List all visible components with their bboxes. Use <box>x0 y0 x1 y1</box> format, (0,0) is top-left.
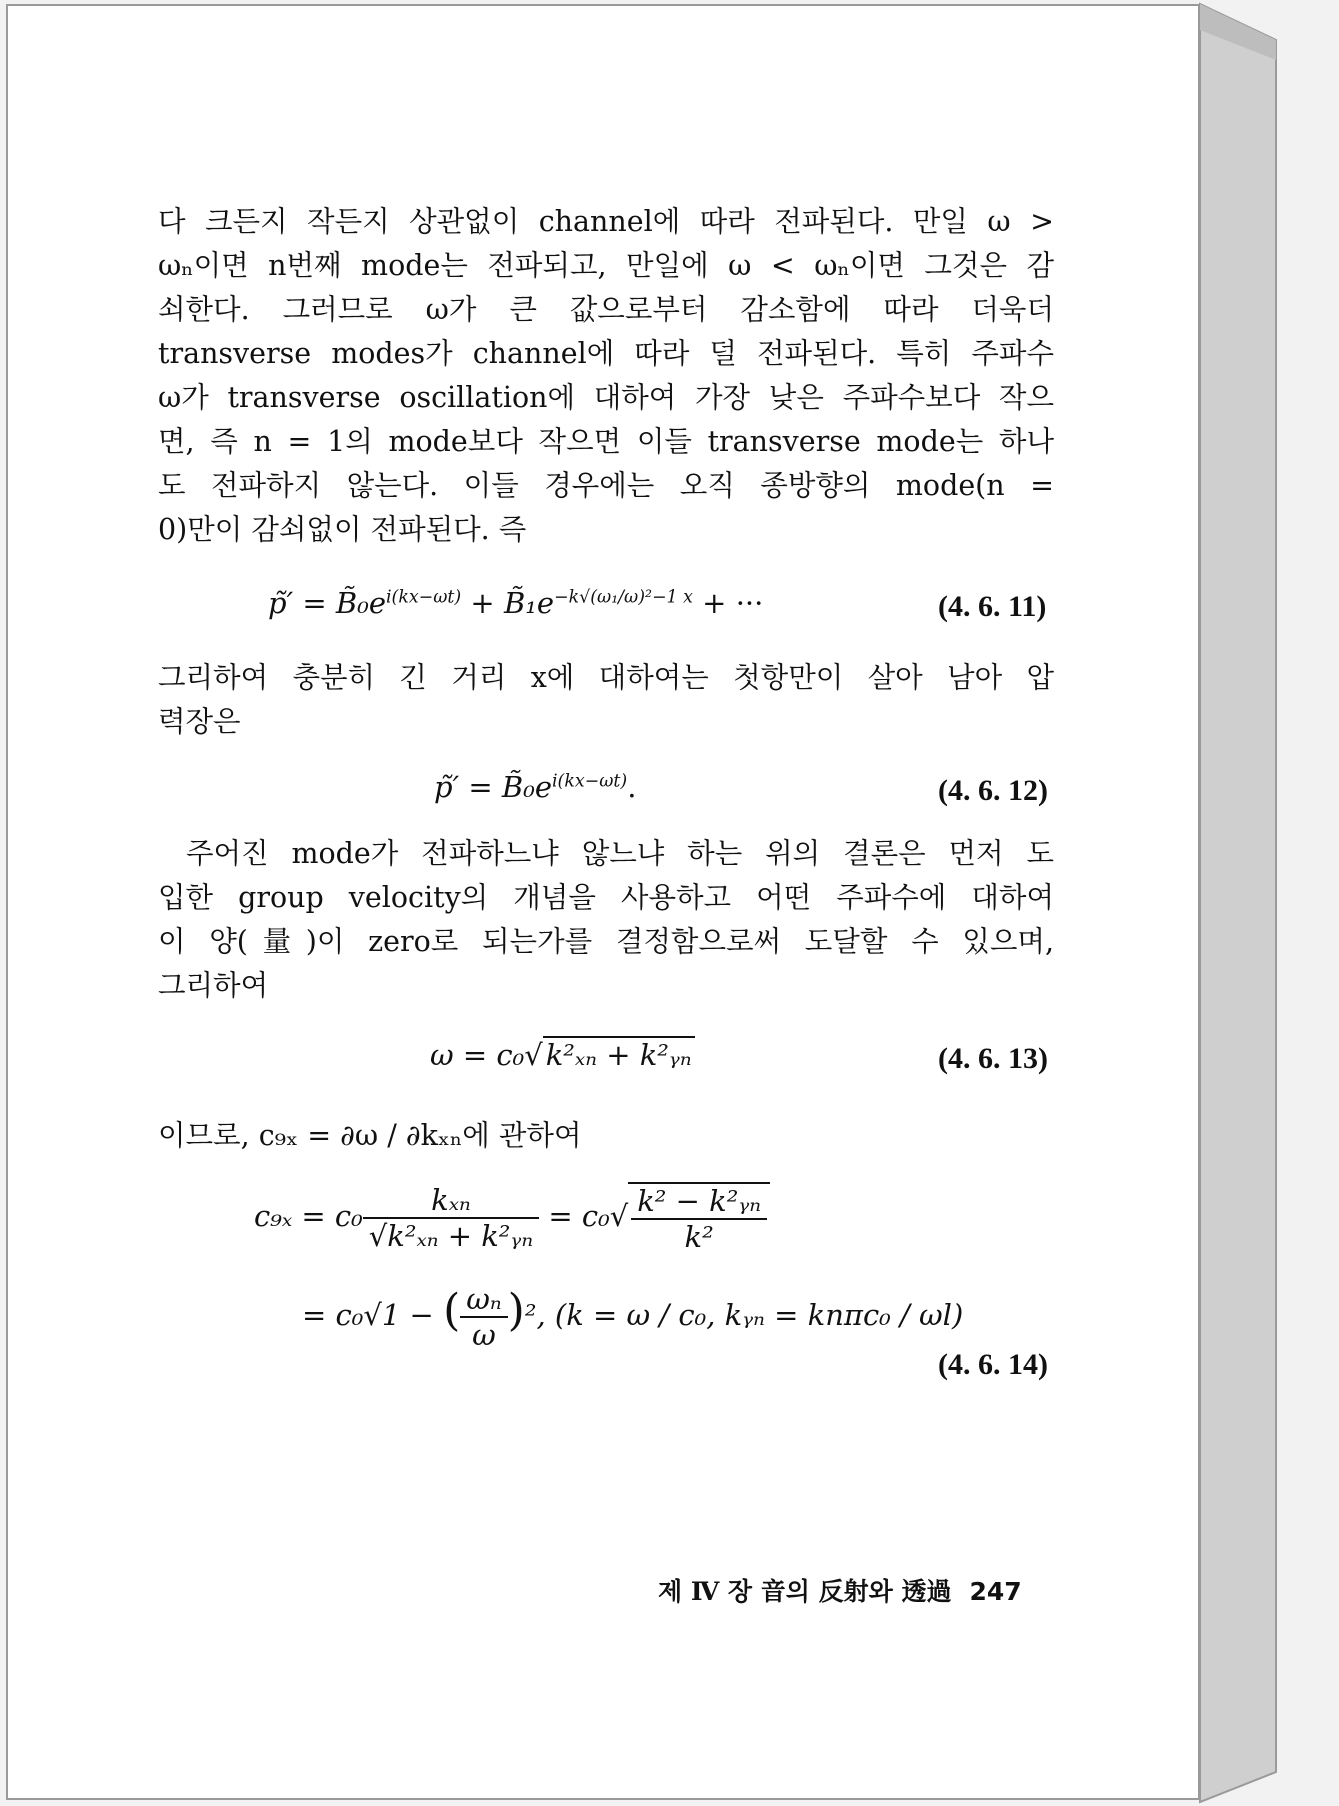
eq-exponent: −k√(ω₁/ω)²−1 x <box>554 587 693 608</box>
eq-lhs: p̃′ = B̃₀e <box>268 586 386 620</box>
eq-exponent: i(kx−ωt) <box>385 587 462 608</box>
text-line: 면, 즉 n = 1의 mode보다 작으면 이들 transverse mode는 하나 <box>158 425 1054 458</box>
text-line: 입한 group velocity의 개념을 사용하고 어떤 주파수에 대하여 <box>158 881 1054 914</box>
eq-tail: + ··· <box>692 586 764 620</box>
eq-radicand: k²ₓₙ + k²ᵧₙ <box>543 1036 695 1072</box>
text-line: 다 크든지 작든지 상관없이 channel에 따라 전파된다. 만일 ω > <box>158 205 1054 238</box>
text-line: 그리하여 충분히 긴 거리 x에 대하여는 첫항만이 살아 남아 압 <box>158 661 1054 694</box>
equation-number: (4. 6. 14) <box>938 1348 1048 1381</box>
text-line: 쇠한다. 그러므로 ω가 큰 값으로부터 감소함에 따라 더욱더 <box>158 293 1054 326</box>
eq-paren: ) <box>507 1285 525 1336</box>
equation-number: (4. 6. 13) <box>938 1042 1048 1075</box>
text-line: 0)만이 감쇠없이 전파된다. 즉 <box>158 513 527 546</box>
text-line: transverse modes가 channel에 따라 덜 전파된다. 특히 주파수 <box>158 337 1054 370</box>
text-line: 도 전파하지 않는다. 이들 경우에는 오직 종방향의 mode(n = <box>158 469 1054 502</box>
fraction-denominator: ω <box>472 1318 496 1352</box>
page-number: 247 <box>969 1577 1022 1606</box>
eq-exponent: i(kx−ωt) <box>551 771 628 792</box>
fraction-denominator: k² <box>684 1220 714 1254</box>
text-line: 주어진 mode가 전파하느냐 않느냐 하는 위의 결론은 먼저 도 <box>186 837 1054 870</box>
fraction-numerator: k² − k²ᵧₙ <box>631 1184 767 1220</box>
text-line: ωₙ이면 n번째 mode는 전파되고, 만일에 ω < ωₙ이면 그것은 감 <box>158 249 1054 282</box>
eq-term: + B̃₁e <box>461 586 555 620</box>
chapter-title: 제 Ⅳ 장 音의 反射와 透過 <box>658 1577 952 1606</box>
eq-paren: ( <box>443 1285 461 1336</box>
equation-number: (4. 6. 11) <box>938 590 1047 623</box>
text-line: 그리하여 <box>158 969 269 1002</box>
text-line: 이 양(量)이 zero로 되는가를 결정함으로써 도달할 수 있으며, <box>158 925 1054 958</box>
fraction-numerator: kₓₙ <box>363 1183 539 1219</box>
text-line: 력장은 <box>158 705 241 738</box>
fraction-denominator: √k²ₓₙ + k²ᵧₙ <box>368 1219 534 1253</box>
eq-lhs: c₉ₓ = c₀ <box>254 1199 363 1233</box>
eq-tail: ², (k = ω / c₀, kᵧₙ = knπc₀ / ωl) <box>524 1298 964 1332</box>
eq-term: = c₀√ <box>539 1199 629 1233</box>
text-line: ω가 transverse oscillation에 대하여 가장 낮은 주파수보다 작으 <box>158 381 1054 414</box>
fraction-numerator: ωₙ <box>460 1282 507 1318</box>
eq-lhs: p̃′ = B̃₀e <box>434 770 552 804</box>
eq-lhs: ω = c₀√ <box>430 1038 543 1072</box>
eq-tail: . <box>627 770 637 804</box>
text-line: 이므로, c₉ₓ = ∂ω / ∂kₓₙ에 관하여 <box>158 1119 582 1152</box>
eq-lhs: = c₀√1 − <box>302 1298 444 1332</box>
equation-number: (4. 6. 12) <box>938 774 1048 807</box>
